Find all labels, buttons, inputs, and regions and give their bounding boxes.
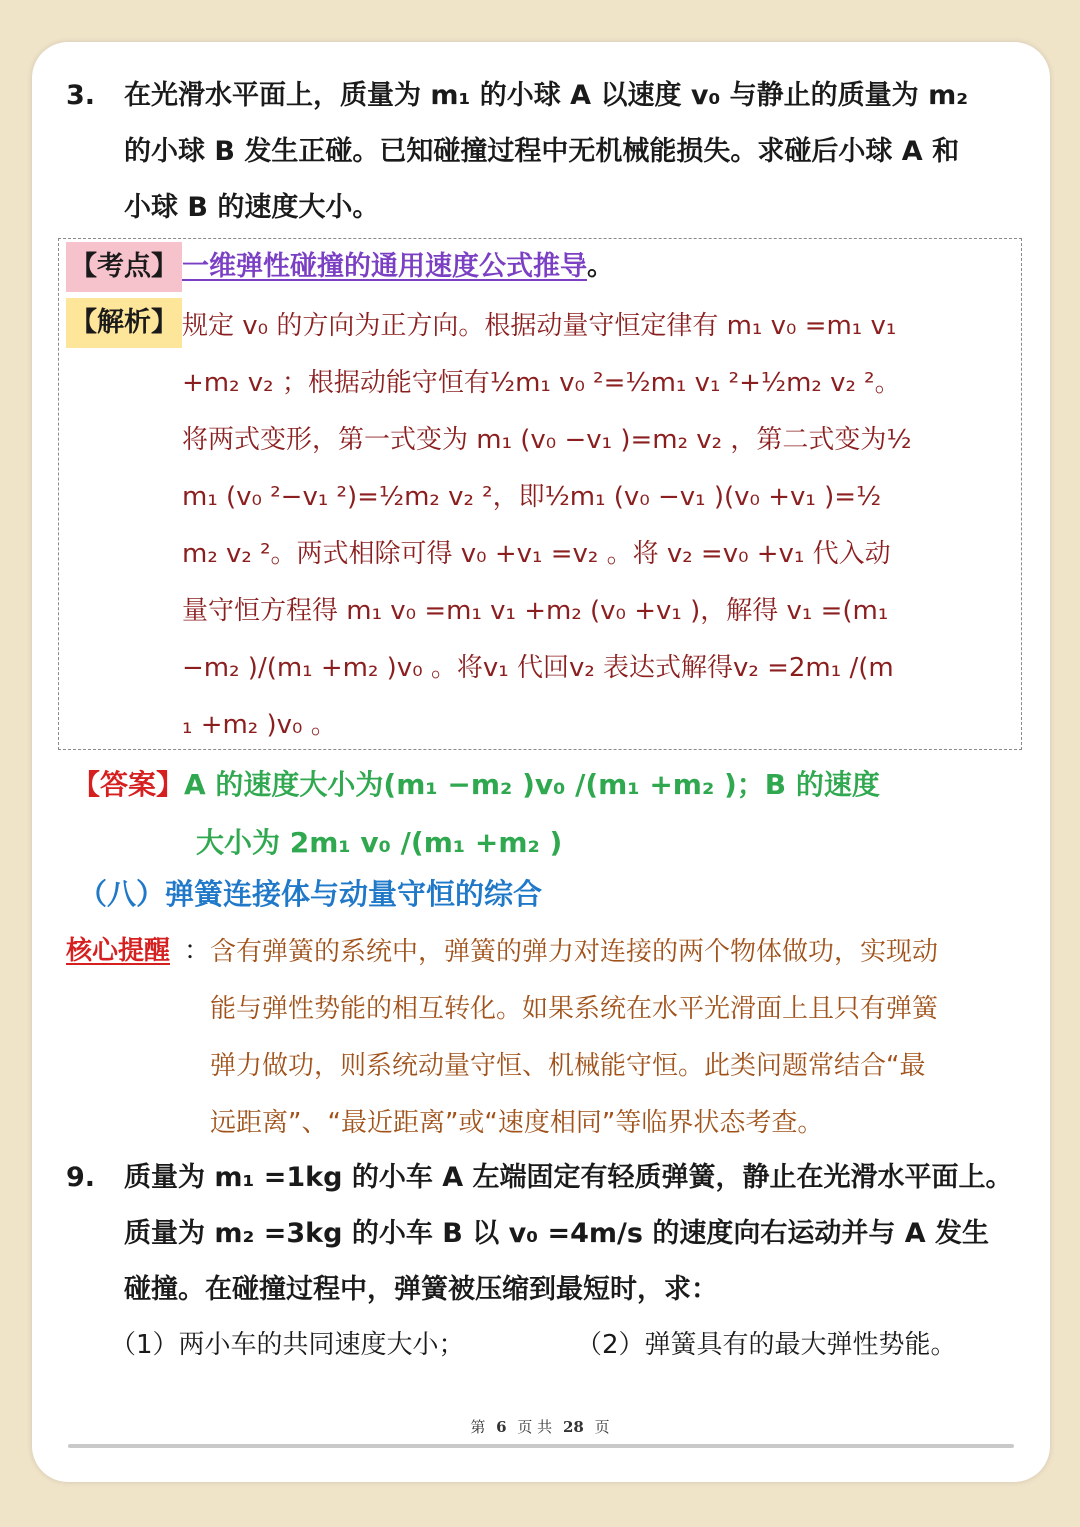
jiexi-line: +m₂ v₂ ；根据动能守恒有½m₁ v₀ ²=½m₁ v₁ ²+½m₂ v₂ ²。 xyxy=(182,368,901,398)
tip-line: 弹力做功，则系统动量守恒、机械能守恒。此类问题常结合“最 xyxy=(210,1051,926,1081)
jiexi-text xyxy=(182,298,1016,754)
page-footer xyxy=(0,1414,1080,1440)
tip-line: 能与弹性势能的相互转化。如果系统在水平光滑面上且只有弹簧 xyxy=(210,994,939,1024)
footer-page-number: 6 xyxy=(496,1418,507,1436)
question-line: 在光滑水平面上，质量为 m₁ 的小球 A 以速度 v₀ 与静止的质量为 m₂ xyxy=(124,80,969,111)
jiexi-line: 量守恒方程得 m₁ v₀ =m₁ v₁ +m₂ (v₀ +v₁ )，解得 v₁ =(m₁ xyxy=(182,596,889,626)
jiexi-line: m₂ v₂ ²。两式相除可得 v₀ +v₁ =v₂ 。将 v₂ =v₀ +v₁ 代入动 xyxy=(182,539,891,569)
jiexi-line: 将两式变形，第一式变为 m₁ (v₀ −v₁ )=m₂ v₂ ，第二式变为½ xyxy=(182,425,912,455)
tip-line: 含有弹簧的系统中，弹簧的弹力对连接的两个物体做功，实现动 xyxy=(210,937,939,967)
footer-prefix: 第 xyxy=(470,1418,486,1436)
tip-text xyxy=(210,924,1020,1152)
tip-colon: ： xyxy=(184,936,211,966)
question-line: 质量为 m₁ =1kg 的小车 A 左端固定有轻质弹簧，静止在光滑水平面上。 xyxy=(124,1162,1013,1193)
sub-question-1: （1）两小车的共同速度大小； xyxy=(110,1330,465,1360)
tip-label: 核心提醒 xyxy=(66,936,171,966)
question-line: 质量为 m₂ =3kg 的小车 B 以 v₀ =4m/s 的速度向右运动并与 A 发生 xyxy=(124,1218,990,1249)
kaodian-end: 。 xyxy=(587,251,614,282)
answer-line: A 的速度大小为(m₁ −m₂ )v₀ /(m₁ +m₂ )；B 的速度 xyxy=(184,768,880,801)
tip-line: 远距离”、“最近距离”或“速度相同”等临界状态考查。 xyxy=(210,1108,824,1138)
question-line: 碰撞。在碰撞过程中，弹簧被压缩到最短时，求： xyxy=(124,1274,718,1305)
jiexi-line: ₁ +m₂ )v₀ 。 xyxy=(182,710,337,740)
footer-total-pages: 28 xyxy=(562,1418,584,1436)
question-line: 小球 B 的速度大小。 xyxy=(124,192,380,223)
jiexi-line: 规定 v₀ 的方向为正方向。根据动量守恒定律有 m₁ v₀ =m₁ v₁ xyxy=(182,311,897,341)
question-3 xyxy=(66,68,1026,236)
question-number: 9. xyxy=(66,1162,96,1193)
footer-middle: 页 共 xyxy=(517,1418,553,1436)
sub-question-2: （2）弹簧具有的最大弹性势能。 xyxy=(576,1330,957,1360)
kaodian-label: 【考点】 xyxy=(66,242,182,292)
footer-suffix: 页 xyxy=(594,1418,610,1436)
answer-line: 大小为 2m₁ v₀ /(m₁ +m₂ ) xyxy=(196,826,563,859)
kaodian-topic: 一维弹性碰撞的通用速度公式推导 xyxy=(182,251,587,282)
question-line: 的小球 B 发生正碰。已知碰撞过程中无机械能损失。求碰后小球 A 和 xyxy=(124,136,960,167)
footer-rule xyxy=(68,1444,1014,1448)
section-title: （八）弹簧连接体与动量守恒的综合 xyxy=(78,877,543,911)
question-number: 3. xyxy=(66,80,96,111)
answer-label: 【答案】 xyxy=(72,768,185,801)
kaodian-text xyxy=(182,242,614,292)
question-9 xyxy=(66,1150,1026,1318)
jiexi-line: −m₂ )/(m₁ +m₂ )v₀ 。将v₁ 代回v₂ 表达式解得v₂ =2m₁ /(m xyxy=(182,653,894,683)
answer-block xyxy=(72,756,880,872)
jiexi-label: 【解析】 xyxy=(66,298,182,348)
jiexi-line: m₁ (v₀ ²−v₁ ²)=½m₂ v₂ ²，即½m₁ (v₀ −v₁ )(v₀ +v₁ )=½ xyxy=(182,482,882,512)
